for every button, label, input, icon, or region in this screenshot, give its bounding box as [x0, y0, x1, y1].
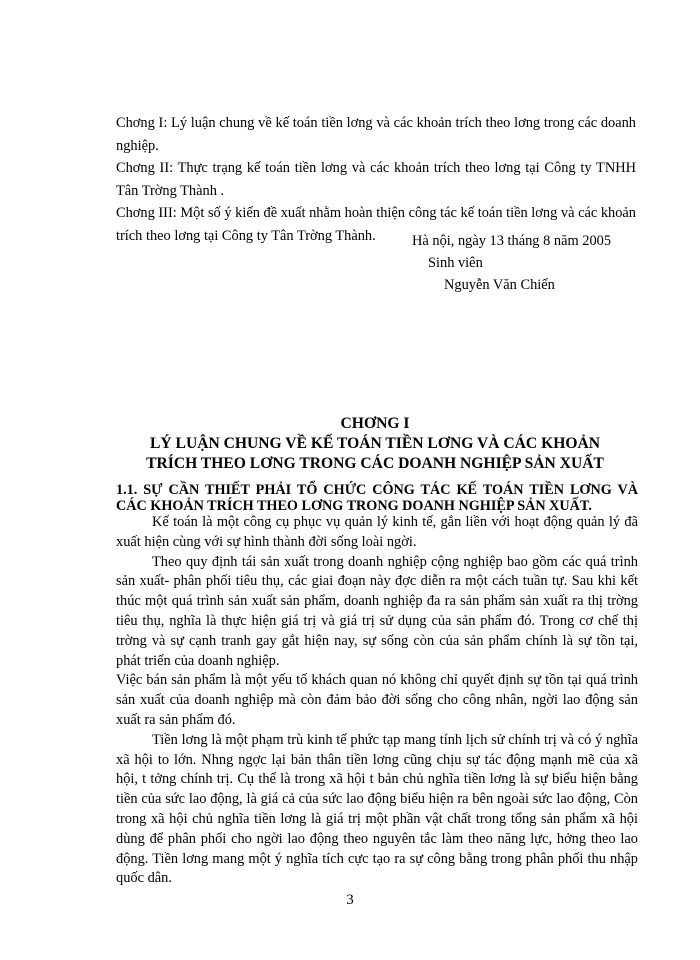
chapter-heading: [110, 414, 640, 474]
outline-chapter-3: Chơng III: Một số ý kiến đề xuất nhằm hoàn thiện công tác kế toán tiền lơng và các khoản trích theo lơng tại Công ty Tân Trờng Thành.: [116, 205, 636, 244]
chapter-number: CHƠNG I: [340, 415, 410, 432]
section-body: [116, 513, 638, 889]
chapter-title-line-1: LÝ LUẬN CHUNG VỀ KẾ TOÁN TIỀN LƠNG VÀ CÁC KHOẢN: [150, 435, 600, 452]
paragraph-4: Tiền lơng là một phạm trù kinh tế phức tạp mang tính lịch sử chính trị và có ý nghĩa xã hội to lớn. Nhng ngợc lại bản thân tiền lơng cũng chịu sự tác động mạnh mẽ của xã hội, t tởng chính trị. Cụ thể là trong xã hội t bản chủ nghĩa tiền lơng là sự biểu hiện bằng tiền của sức lao động, là giá cả của sức lao động biểu hiện ra bên ngoài sức lao động, Còn trong xã hội chủ nghĩa tiền lơng là giá trị một phần vật chất trong tổng sản phẩm xã hội dùng để phân phối cho ngời lao động theo nguyên tắc làm theo năng lực, hởng theo lao động. Tiền lơng mang một ý nghĩa tích cực tạo ra sự công bằng trong phân phối thu nhập quốc dân.: [116, 731, 638, 887]
page-number: 3: [346, 892, 354, 908]
place-date: Hà nội, ngày 13 tháng 8 năm 2005: [412, 233, 612, 249]
paragraph-1: Kế toán là một công cụ phục vụ quản lý kinh tế, gắn liền với hoạt động quản lý đã xuất hiện cùng với sự hình thành đời sống loài ngời.: [116, 514, 638, 550]
outline-chapter-2: Chơng II: Thực trạng kế toán tiền lơng và các khoản trích theo lơng tại Công ty TNHH Tân Trờng Thành .: [116, 160, 636, 199]
section-heading: 1.1. SỰ CẦN THIẾT PHẢI TỔ CHỨC CÔNG TÁC KẾ TOÁN TIỀN LƠNG VÀ CÁC KHOẢN TRÍCH THEO LƠNG TRONG DOANH NGHIỆP SẢN XUẤT.: [116, 482, 638, 514]
chapter-outline: [116, 112, 636, 247]
outline-chapter-1: Chơng I: Lý luận chung về kế toán tiền lơng và các khoản trích theo lơng trong các doanh nghiệp.: [116, 115, 636, 154]
signature-block: [400, 230, 650, 296]
signer-role: Sinh viên: [428, 255, 483, 271]
signer-name: Nguyễn Văn Chiến: [444, 277, 555, 293]
chapter-title-line-2: TRÍCH THEO LƠNG TRONG CÁC DOANH NGHIỆP SẢN XUẤT: [146, 455, 604, 472]
paragraph-2: Theo quy định tái sản xuất trong doanh nghiệp cộng nghiệp bao gồm các quá trình sản xuất- phân phối tiêu thụ, các giai đoạn này đợc diễn ra một cách tuần tự. Sau khi kết thúc một quá trình sản xuất sản phẩm, doanh nghiệp đa ra sản phẩm sản xuất ra thị trờng tiêu thụ, nghĩa là thực hiện giá trị và giá trị sử dụng của sản phẩm đó. Trong cơ chế thị trờng và sự cạnh tranh gay gắt hiện nay, sự sống còn của sản phẩm chính là sự tồn tại, phát triển của doanh nghiệp.: [116, 553, 638, 669]
paragraph-3: Việc bán sản phẩm là một yếu tố khách quan nó không chỉ quyết định sự tồn tại quá trình sản xuất của doanh nghiệp mà còn đảm bảo đời sống cho công nhân, ngời lao động sản xuất ra sản phẩm đó.: [116, 672, 638, 728]
